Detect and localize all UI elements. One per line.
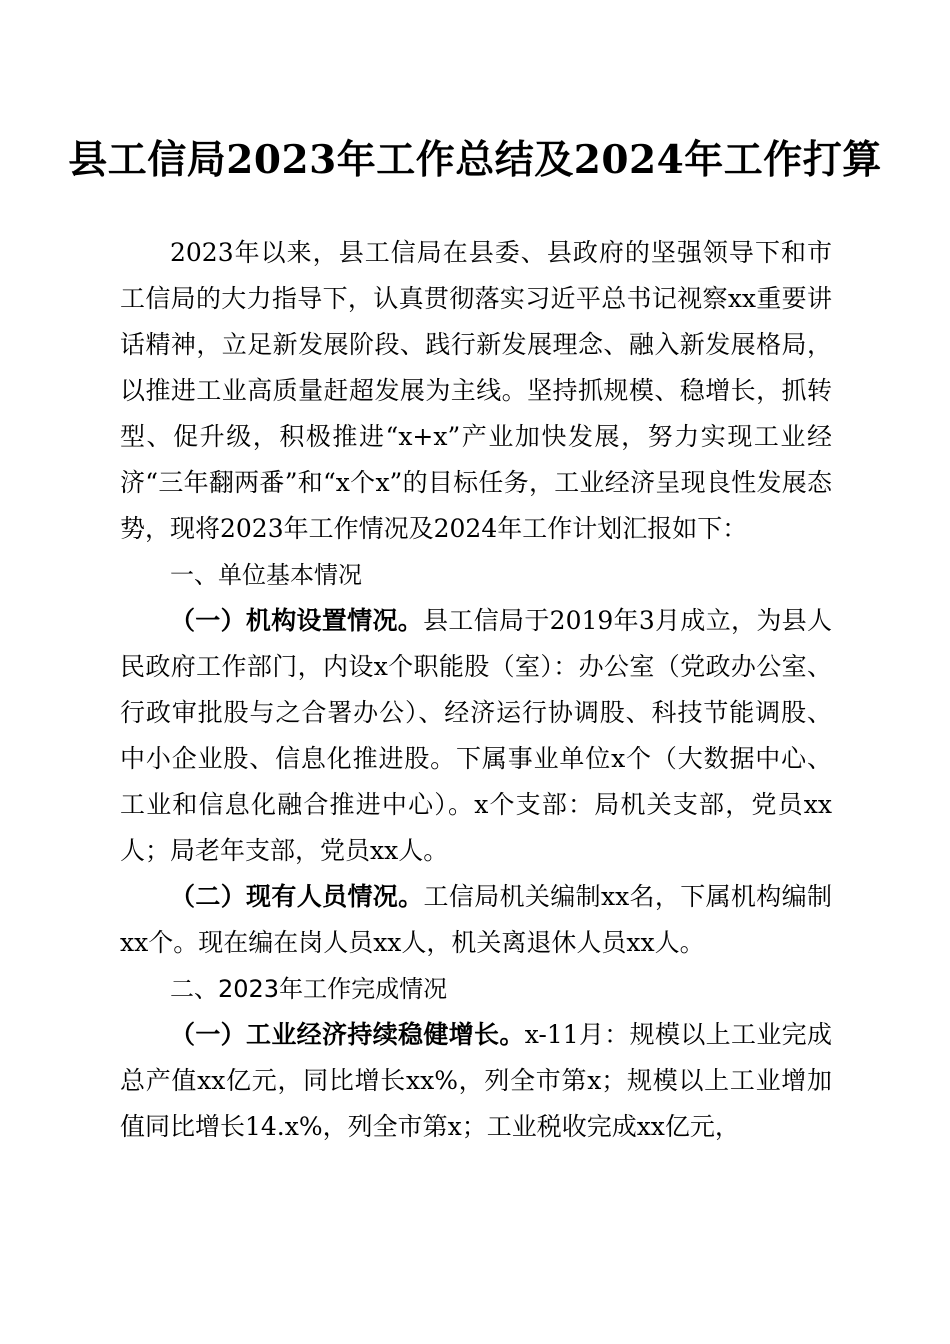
section-1-item-1-lead: （一）机构设置情况。 [170,606,424,635]
section-1-heading: 一、单位基本情况 [170,561,362,589]
document-title: 县工信局2023年工作总结及2024年工作打算 [68,137,882,183]
section-2-item-1-text: x-11月：规模以上工业完成总产值xx亿元，同比增长xx%，列全市第x；规模以上工业增加值同比增长14.x%，列全市第x；工业税收完成xx亿元， [120,1020,832,1141]
section-1-item-2 [120,874,832,966]
section-1-item-1-text: 县工信局于2019年3月成立，为县人民政府工作部门，内设x个职能股（室）：办公室（党政办公室、行政审批股与之合署办公）、经济运行协调股、科技节能调股、中小企业股、信息化推进股。下属事业单位x个（大数据中心、工业和信息化融合推进中心）。x个支部：局机关支部，党员xx人；局老年支部，党员xx人。 [120,606,832,865]
section-2-item-1 [120,1012,832,1150]
section-1-item-1 [120,598,832,874]
document-body [120,230,832,1150]
section-1-item-2-lead: （二）现有人员情况。 [170,882,424,911]
section-2-item-1-lead: （一）工业经济持续稳健增长。 [170,1020,525,1049]
section-2-heading: 二、2023年工作完成情况 [170,975,448,1003]
section-1-item-2-text: 工信局机关编制xx名，下属机构编制xx个。现在编在岗人员xx人，机关离退休人员xx人。 [120,882,832,957]
intro-paragraph: 2023年以来，县工信局在县委、县政府的坚强领导下和市工信局的大力指导下，认真贯彻落实习近平总书记视察xx重要讲话精神，立足新发展阶段、践行新发展理念、融入新发展格局，以推进工业高质量赶超发展为主线。坚持抓规模、稳增长，抓转型、促升级，积极推进“x+x”产业加快发展，努力实现工业经济“三年翻两番”和“x个x”的目标任务，工业经济呈现良性发展态势，现将2023年工作情况及2024年工作计划汇报如下： [120,238,832,543]
